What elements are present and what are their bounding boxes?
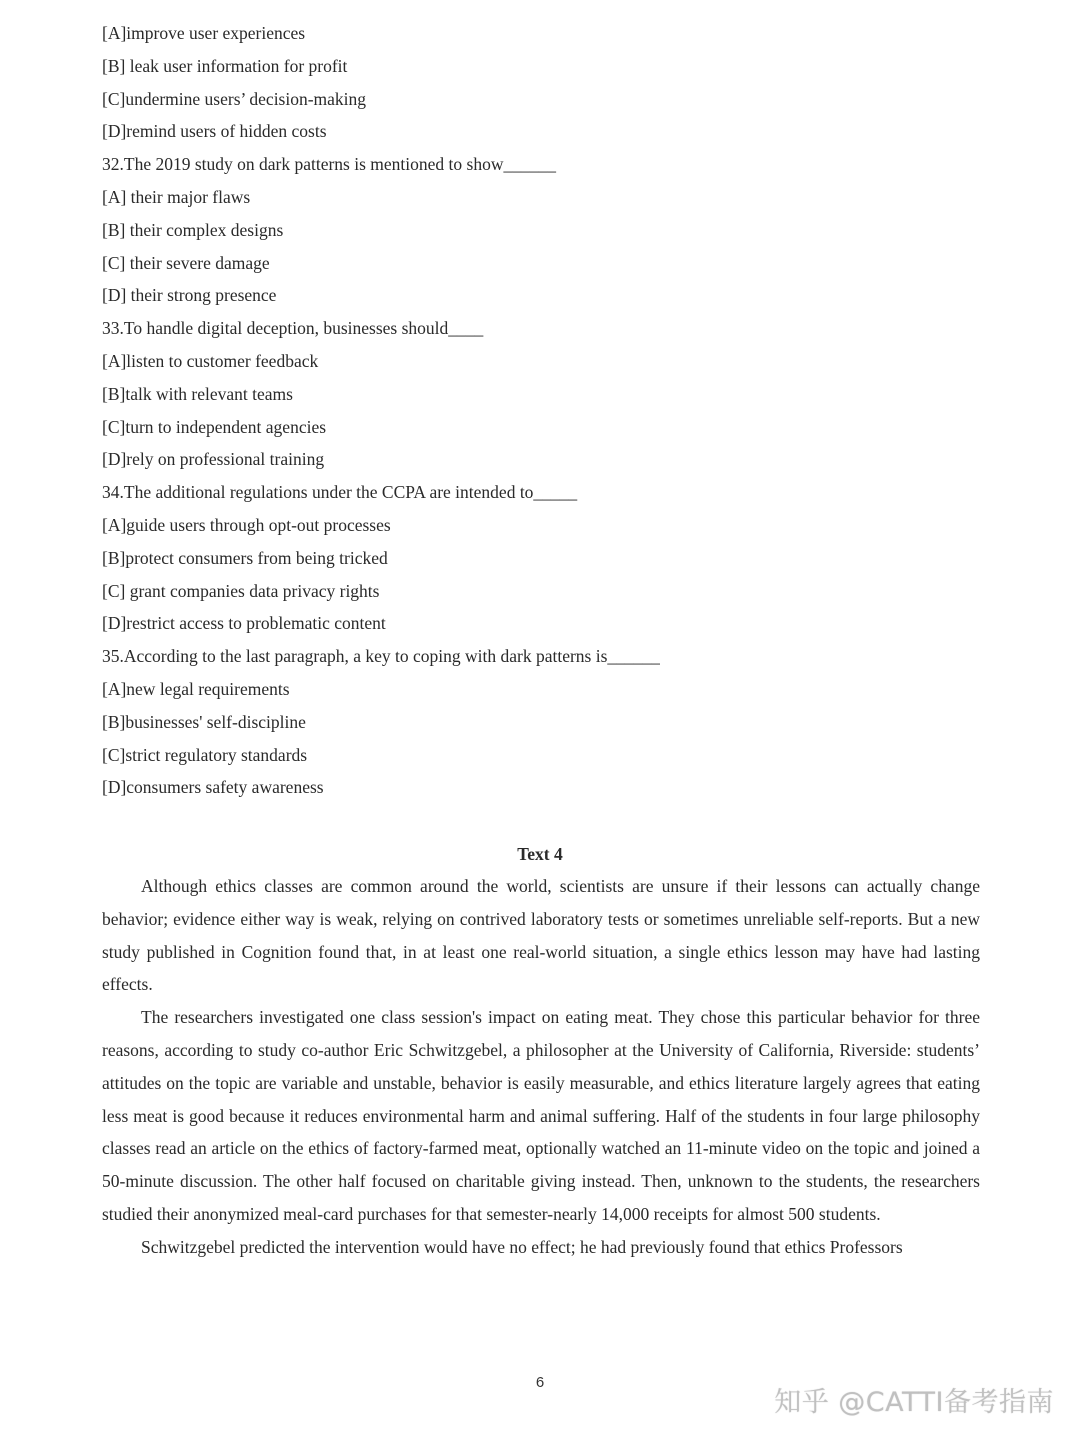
option-line: [D]remind users of hidden costs: [102, 121, 327, 142]
option-line: [A] their major flaws: [102, 186, 251, 207]
option-line: [B] their complex designs: [102, 219, 284, 240]
option-line: [D]consumers safety awareness: [102, 777, 324, 798]
question-list: [102, 17, 982, 804]
watermark-text: 知乎 @CATTI备考指南: [774, 1387, 1054, 1418]
option-line: [D] their strong presence: [102, 285, 277, 306]
option-line: [C] their severe damage: [102, 252, 270, 273]
option-line: [A]guide users through opt-out processes: [102, 514, 391, 535]
option-line: [B]talk with relevant teams: [102, 383, 293, 404]
question-stem-32: 32.The 2019 study on dark patterns is mentioned to show______: [102, 154, 556, 175]
option-line: [C]undermine users’ decision-making: [102, 88, 367, 109]
option-line: [C]turn to independent agencies: [102, 416, 327, 437]
option-line: [C] grant companies data privacy rights: [102, 580, 380, 601]
option-line: [A]improve user experiences: [102, 23, 306, 43]
option-line: [C]strict regulatory standards: [102, 744, 308, 765]
paragraph: Although ethics classes are common around the world, scientists are unsure if their lessons can actually change behavior; evidence either way is weak, relying on contrived laboratory tests or sometimes unreliable self-reports. But a new study published in Cognition found that, in at least one real-world situation, a single ethics lesson may have had lasting effects.: [102, 876, 980, 995]
question-stem-34: 34.The additional regulations under the CCPA are intended to_____: [102, 482, 578, 503]
passage-body: [102, 870, 980, 1264]
section-title: Text 4: [517, 844, 563, 864]
option-line: [D]restrict access to problematic content: [102, 613, 386, 634]
option-line: [B]protect consumers from being tricked: [102, 547, 388, 568]
option-line: [D]rely on professional training: [102, 449, 325, 470]
option-line: [B]businesses' self-discipline: [102, 711, 306, 732]
page-number: 6: [535, 1374, 545, 1391]
paragraph: The researchers investigated one class session's impact on eating meat. They chose this particular behavior for three reasons, according to study co-author Eric Schwitzgebel, a philosopher at the University of California, Riverside: students’ attitudes on the topic are variable and unstable, behavior is easily measurable, and ethics literature largely agrees that eating less meat is good because it reduces environmental harm and animal suffering. Half of the students in four large philosophy classes read an article on the ethics of factory-farmed meat, optionally watched an 11-minute video on the topic and joined a 50-minute discussion. The other half focused on charitable giving instead. Then, unknown to the students, the researchers studied their anonymized meal-card purchases for that semester-nearly 14,000 receipts for almost 500 students.: [102, 1007, 980, 1224]
paragraph: Schwitzgebel predicted the intervention would have no effect; he had previously found that ethics Professors: [141, 1236, 903, 1257]
question-stem-33: 33.To handle digital deception, businesses should____: [102, 318, 484, 339]
option-line: [A]listen to customer feedback: [102, 350, 319, 371]
option-line: [A]new legal requirements: [102, 678, 290, 699]
option-line: [B] leak user information for profit: [102, 55, 348, 76]
question-stem-35: 35.According to the last paragraph, a key to coping with dark patterns is______: [102, 646, 660, 667]
